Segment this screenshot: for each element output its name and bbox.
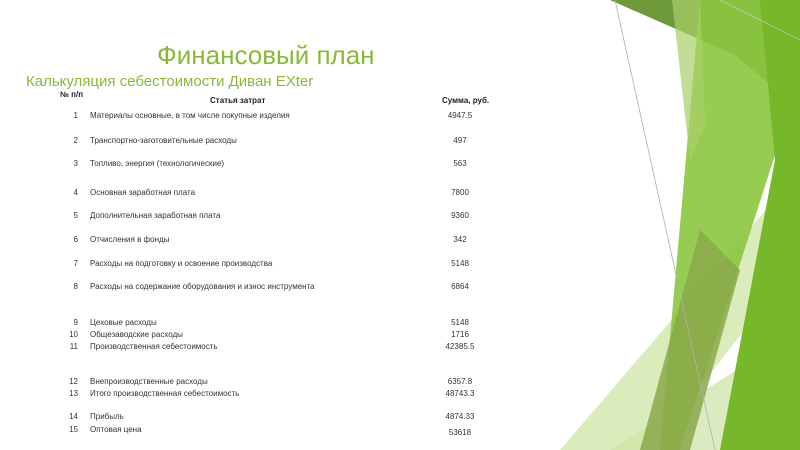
slide-subtitle: Калькуляция себестоимости Диван EXter	[26, 73, 314, 90]
row-number: 5	[73, 211, 78, 220]
row-number: 1	[73, 111, 78, 120]
row-amount: 9360	[451, 211, 469, 220]
table-row	[0, 342, 560, 354]
table-row	[0, 211, 560, 223]
row-number: 15	[69, 425, 78, 434]
table-row	[0, 235, 560, 247]
row-amount: 1716	[451, 330, 469, 339]
row-item: Материалы основные, в том числе покупные изделия	[90, 111, 290, 120]
row-item: Прибыль	[90, 412, 124, 421]
deco-light-triangle	[610, 330, 800, 450]
row-amount: 4874.33	[445, 412, 475, 421]
row-number: 9	[73, 318, 78, 327]
row-item: Расходы на содержание оборудования и износ инструмента	[90, 282, 315, 291]
row-number: 4	[73, 188, 78, 197]
row-amount: 563	[453, 159, 467, 168]
deco-light-band	[560, 170, 800, 450]
table-row	[0, 330, 560, 342]
deco-bright-right	[720, 0, 800, 450]
row-item: Производственная себестоимость	[90, 342, 218, 351]
row-number: 11	[69, 342, 78, 351]
table-row	[0, 412, 560, 424]
row-amount: 42385.5	[445, 342, 475, 351]
deco-olive-lower	[640, 230, 740, 450]
table-row	[0, 377, 560, 389]
row-amount: 342	[453, 235, 467, 244]
row-number: 13	[69, 389, 78, 398]
row-item: Транспортно-заготовительные расходы	[90, 136, 237, 145]
row-amount: 6357.8	[447, 377, 473, 386]
table-row	[0, 259, 560, 271]
row-amount: 497	[453, 136, 467, 145]
row-amount: 48743.3	[445, 389, 475, 398]
deco-dark-top	[610, 0, 800, 110]
row-item: Цеховые расходы	[90, 318, 157, 327]
deco-thin-line-1	[615, 0, 715, 450]
slide-title: Финансовый план	[157, 40, 375, 70]
row-item: Внепроизводственные расходы	[90, 377, 208, 386]
table-row	[0, 318, 560, 330]
row-item: Итого производственная себестоимость	[90, 389, 240, 398]
row-item: Общезаводские расходы	[90, 330, 183, 339]
table-row	[0, 111, 560, 123]
row-number: 12	[69, 377, 78, 386]
table-row	[0, 159, 560, 171]
header-item: Статья затрат	[210, 96, 266, 105]
row-number: 8	[73, 282, 78, 291]
header-amount: Сумма, руб.	[442, 96, 490, 105]
table-row	[0, 425, 560, 437]
row-item: Отчисления в фонды	[90, 235, 170, 244]
row-number: 10	[69, 330, 78, 339]
row-item: Основная заработная плата	[90, 188, 196, 197]
row-number: 2	[73, 136, 78, 145]
table-row	[0, 188, 560, 200]
row-item: Оптовая цена	[90, 425, 142, 434]
row-amount: 5148	[451, 318, 469, 327]
deco-thin-line-2	[720, 0, 800, 40]
row-item: Дополнительная заработная плата	[90, 211, 221, 220]
table-row	[0, 136, 560, 148]
row-item: Расходы на подготовку и освоение производства	[90, 259, 273, 268]
row-amount: 53618	[448, 428, 472, 437]
row-number: 3	[73, 159, 78, 168]
table-row	[0, 282, 560, 294]
row-item: Топливо, энергия (технологические)	[90, 159, 225, 168]
row-number: 14	[69, 412, 78, 421]
deco-mid-band	[660, 0, 775, 450]
row-amount: 4947.5	[447, 111, 473, 120]
header-number: № п/п	[60, 90, 84, 99]
deco-pale-center	[672, 0, 705, 160]
row-amount: 7800	[451, 188, 469, 197]
row-amount: 6864	[451, 282, 469, 291]
row-amount: 5148	[451, 259, 469, 268]
table-row	[0, 389, 560, 401]
row-number: 6	[73, 235, 78, 244]
row-number: 7	[73, 259, 78, 268]
